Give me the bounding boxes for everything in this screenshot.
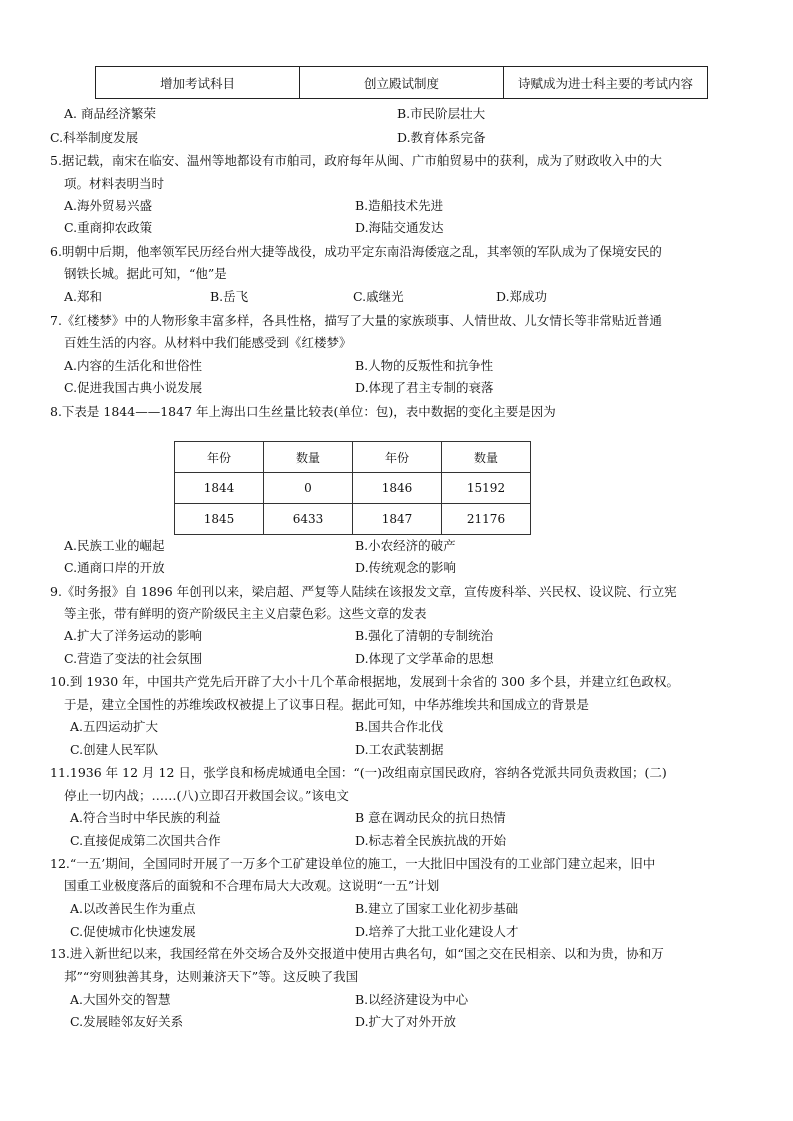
- q10-option-a: A.五四运动扩大: [70, 719, 159, 734]
- q7-option-b: B.人物的反叛性和抗争性: [355, 358, 494, 373]
- q8-option-b: B.小农经济的破产: [355, 538, 456, 553]
- q9-option-d: D.体现了文学革命的思想: [355, 651, 494, 666]
- table-row: [175, 473, 531, 504]
- q13-stem-line1: 13.进入新世纪以来，我国经常在外交场合及外交报道中使用古典名句，如“国之交在民相亲、以和为贵，协和万: [50, 946, 664, 961]
- table-cell: 1845: [175, 504, 264, 535]
- q10-option-d: D.工农武装割据: [355, 742, 444, 757]
- table-cell: 21176: [442, 504, 531, 535]
- q11-option-c: C.直接促成第二次国共合作: [70, 833, 221, 848]
- q11-option-d: D.标志着全民族抗战的开始: [355, 833, 507, 848]
- q12-stem-line1: 12.“一五’期间，全国同时开展了一万多个工矿建设单位的施工，一大批旧中国没有的工业部门建立起来，旧中: [50, 856, 656, 871]
- q6-option-b: B.岳飞: [210, 289, 249, 304]
- q12-option-b: B.建立了国家工业化初步基础: [355, 901, 519, 916]
- q12-stem-line2: 国重工业极度落后的面貌和不合理布局大大改观。这说明“一五”计划: [64, 878, 440, 893]
- q7-option-d: D.体现了君主专制的衰落: [355, 380, 494, 395]
- q8-option-d: D.传统观念的影响: [355, 560, 457, 575]
- table-header-cell: 数量: [442, 442, 531, 473]
- q7-stem-line2: 百姓生活的内容。从材料中我们能感受到《红楼梦》: [64, 335, 352, 350]
- q11-option-a: A.符合当时中华民族的利益: [70, 810, 221, 825]
- q13-option-b: B.以经济建设为中心: [355, 992, 469, 1007]
- table-cell: 6433: [264, 504, 353, 535]
- q5-option-d: D.海陆交通发达: [355, 220, 444, 235]
- q9-option-b: B.强化了清朝的专制统治: [355, 628, 494, 643]
- table-cell: 1847: [353, 504, 442, 535]
- q7-option-a: A.内容的生活化和世俗性: [64, 358, 203, 373]
- table-row: [96, 67, 708, 99]
- q11-stem-line2: 停止一切内战；……(八)立即召开救国会议。”该电文: [64, 788, 349, 803]
- q4-option-d: D.教育体系完备: [397, 130, 486, 145]
- q9-stem-line2: 等主张，带有鲜明的资产阶级民主主义启蒙色彩。这些文章的发表: [64, 606, 427, 621]
- q11-option-b: B 意在调动民众的抗日热情: [355, 810, 506, 825]
- table-cell: 诗赋成为进士科主要的考试内容: [504, 67, 708, 99]
- q10-option-b: B.国共合作北伐: [355, 719, 444, 734]
- table-cell: 1846: [353, 473, 442, 504]
- q6-option-d: D.郑成功: [496, 289, 548, 304]
- q4-option-c: C.科举制度发展: [50, 130, 139, 145]
- table-header-row: [175, 442, 531, 473]
- q10-option-c: C.创建人民军队: [70, 742, 159, 757]
- q13-option-a: A.大国外交的智慧: [70, 992, 171, 1007]
- q13-option-c: C.发展睦邻友好关系: [70, 1014, 184, 1029]
- q10-stem-line1: 10.到 1930 年，中国共产党先后开辟了大小十几个革命根据地，发展到十余省的 300 多个县，并建立红色政权。: [50, 674, 679, 689]
- q9-option-c: C.营造了变法的社会氛围: [64, 651, 203, 666]
- q5-option-b: B.造船技术先进: [355, 198, 444, 213]
- table-cell: 1844: [175, 473, 264, 504]
- q9-stem-line1: 9.《时务报》自 1896 年创刊以来，梁启超、严复等人陆续在该报发文章，宣传废科举、兴民权、设议院、行立宪: [50, 584, 677, 599]
- table-cell: 15192: [442, 473, 531, 504]
- q13-option-d: D.扩大了对外开放: [355, 1014, 457, 1029]
- q5-option-c: C.重商抑农政策: [64, 220, 153, 235]
- q8-option-a: A.民族工业的崛起: [64, 538, 165, 553]
- q8-silk-export-table: [174, 441, 531, 535]
- table-row: [175, 504, 531, 535]
- q5-stem-line1: 5.据记载，南宋在临安、温州等地都设有市舶司，政府每年从闽、广市舶贸易中的获利，成为了财政收入中的大: [50, 153, 662, 168]
- q6-stem-line1: 6.明朝中后期，他率领军民历经台州大捷等战役，成功平定东南沿海倭寇之乱，其率领的军队成为了保境安民的: [50, 244, 662, 259]
- q4-option-b: B.市民阶层壮大: [397, 106, 486, 121]
- q6-option-a: A.郑和: [64, 289, 103, 304]
- q5-option-a: A.海外贸易兴盛: [64, 198, 153, 213]
- q13-stem-line2: 邦”“穷则独善其身，达则兼济天下”等。这反映了我国: [64, 969, 359, 984]
- table-header-cell: 数量: [264, 442, 353, 473]
- q6-stem-line2: 钢铁长城。据此可知，“他”是: [64, 266, 227, 281]
- q8-option-c: C.通商口岸的开放: [64, 560, 165, 575]
- q11-stem-line1: 11.1936 年 12 月 12 日，张学良和杨虎城通电全国：“(一)改组南京国民政府，容纳各党派共同负责救国；(二): [50, 765, 667, 780]
- q6-option-c: C.戚继光: [353, 289, 404, 304]
- q12-option-a: A.以改善民生作为重点: [70, 901, 196, 916]
- table-cell: 增加考试科目: [96, 67, 300, 99]
- q9-option-a: A.扩大了洋务运动的影响: [64, 628, 203, 643]
- q7-stem-line1: 7.《红楼梦》中的人物形象丰富多样，各具性格，描写了大量的家族琐事、人情世故、儿女情长等非常贴近普通: [50, 313, 662, 328]
- q4-material-table: [95, 66, 708, 99]
- q12-option-d: D.培养了大批工业化建设人才: [355, 924, 519, 939]
- q10-stem-line2: 于是，建立全国性的苏维埃政权被提上了议事日程。据此可知，中华苏维埃共和国成立的背景是: [64, 697, 590, 712]
- q8-stem-line1: 8.下表是 1844——1847 年上海出口生丝量比较表(单位：包)，表中数据的变化主要是因为: [50, 404, 556, 419]
- table-cell: 0: [264, 473, 353, 504]
- table-header-cell: 年份: [353, 442, 442, 473]
- q12-option-c: C.促使城市化快速发展: [70, 924, 196, 939]
- q4-option-a: A. 商品经济繁荣: [64, 106, 156, 121]
- table-header-cell: 年份: [175, 442, 264, 473]
- q5-stem-line2: 项。材料表明当时: [64, 176, 165, 191]
- table-cell: 创立殿试制度: [300, 67, 504, 99]
- q7-option-c: C.促进我国古典小说发展: [64, 380, 203, 395]
